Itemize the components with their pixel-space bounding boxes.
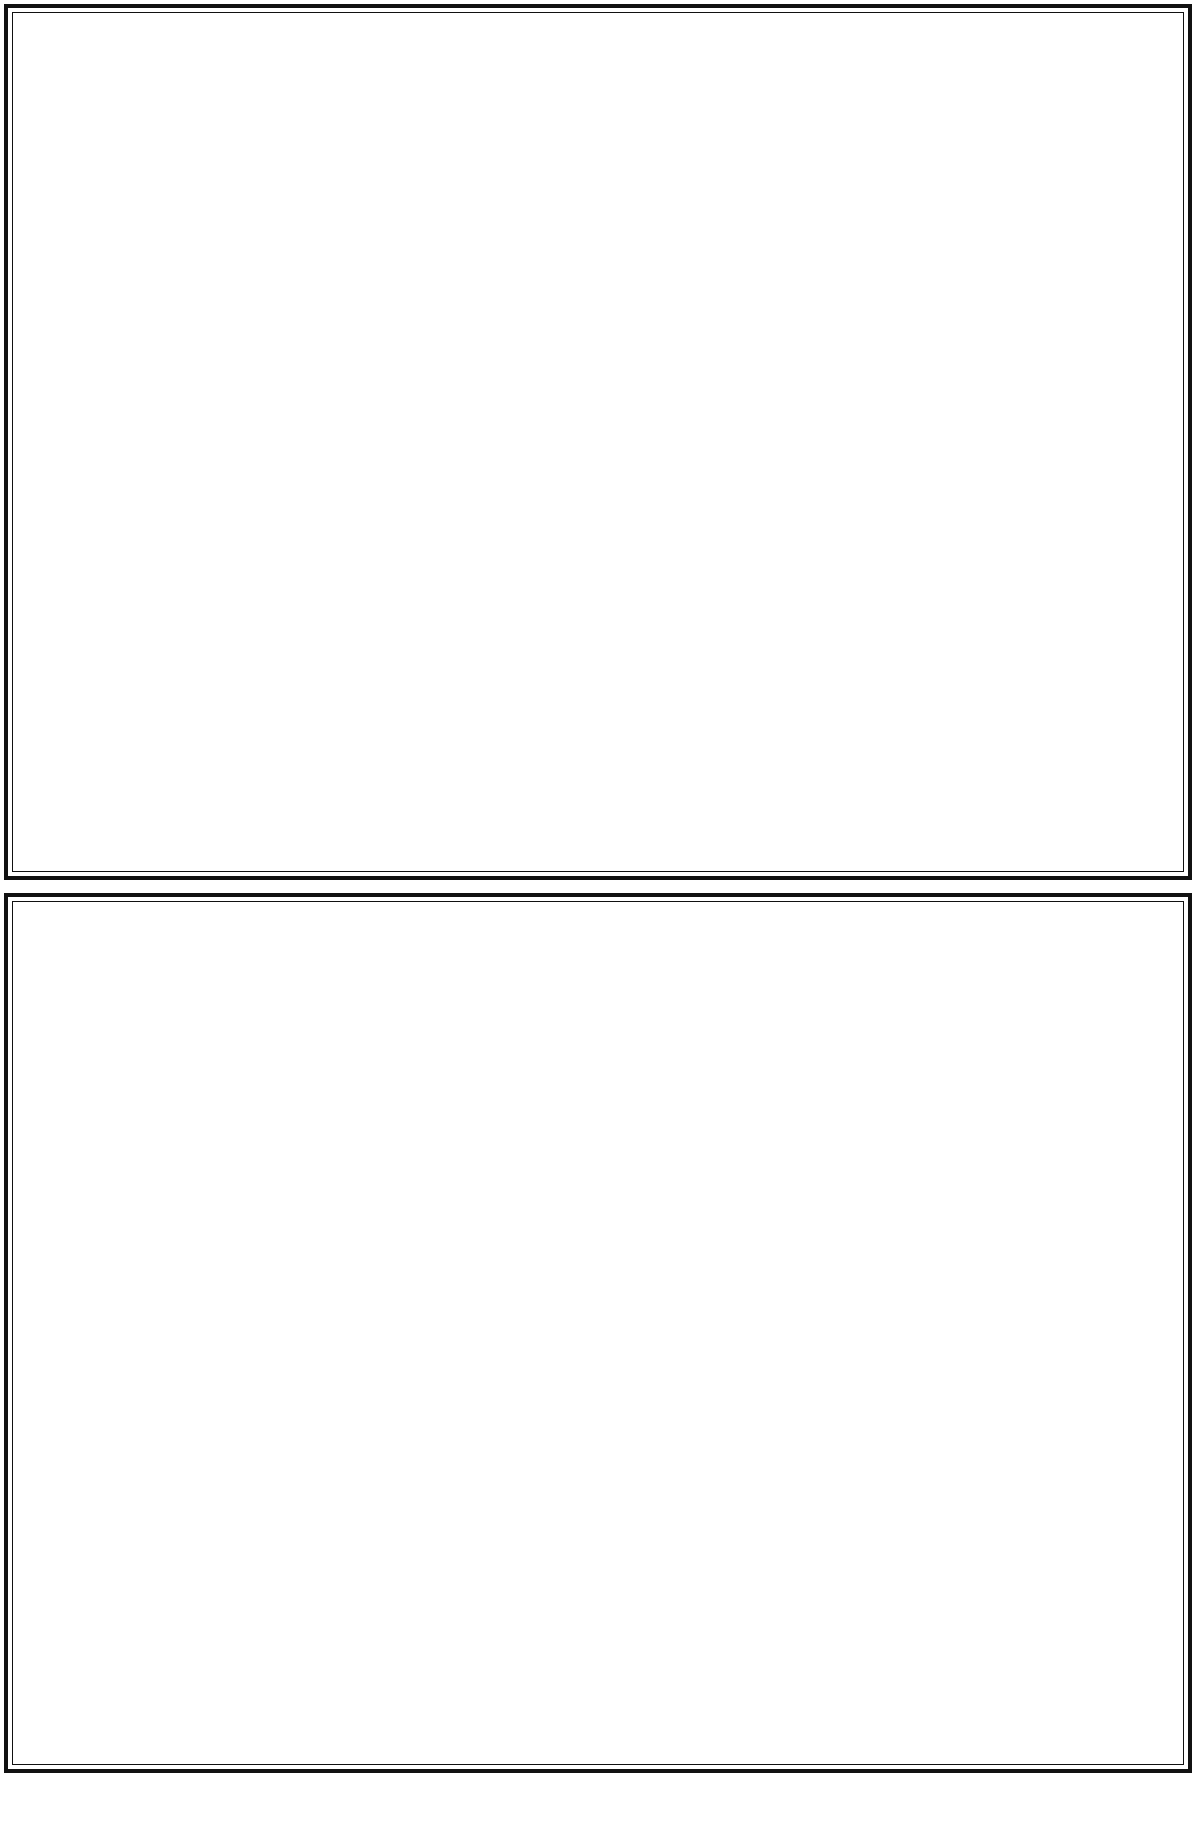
- bottom-page-columns: [16, 909, 1180, 1757]
- top-page-columns: [16, 20, 1180, 864]
- bottom-page-frame: [4, 893, 1192, 1773]
- top-page-frame: [4, 4, 1192, 880]
